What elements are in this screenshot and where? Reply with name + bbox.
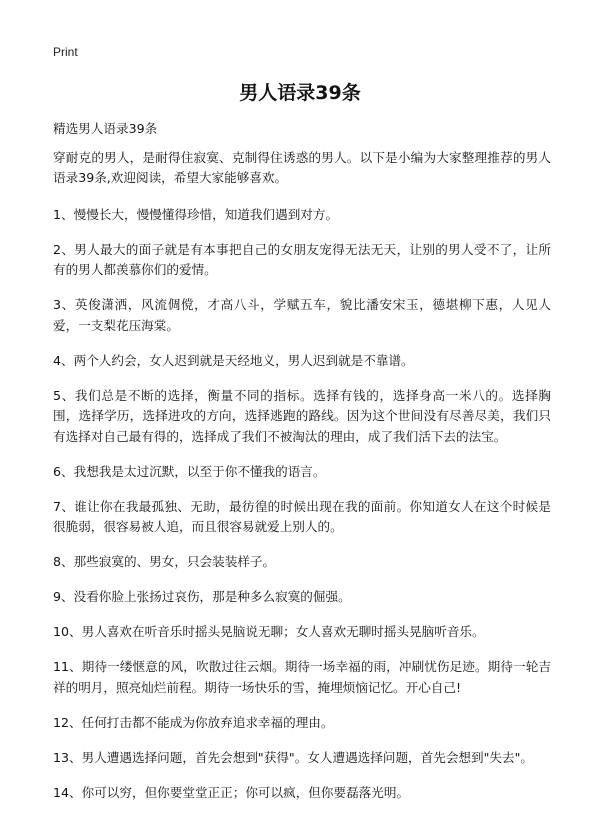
quote-item: 14、你可以穷，但你要堂堂正正；你可以疯，但你要磊落光明。 xyxy=(53,784,410,800)
print-link[interactable]: Print xyxy=(53,45,78,59)
page-title: 男人语录39条 xyxy=(239,82,361,104)
quote-item: 12、任何打击都不能成为你放弃追求幸福的理由。 xyxy=(53,714,334,730)
quote-item: 6、我想我是太过沉默，以至于你不懂我的语言。 xyxy=(53,463,326,479)
article-intro: 穿耐克的男人，是耐得住寂寞、克制得住诱惑的男人。以下是小编为大家整理推荐的男人语录39条,欢迎阅读，希望大家能够喜欢。 xyxy=(53,149,551,185)
quote-item: 8、那些寂寞的、男女，只会装装样子。 xyxy=(53,554,276,569)
article-body xyxy=(53,119,551,818)
quote-item: 13、男人遭遇选择问题，首先会想到"获得"。女人遭遇选择问题，首先会想到"失去"。 xyxy=(53,749,533,765)
quote-item: 4、两个人约会，女人迟到就是天经地义，男人迟到就是不靠谱。 xyxy=(53,352,414,368)
quote-item: 3、英俊潇洒，风流倜傥，才高八斗，学赋五车，貌比潘安宋玉，德堪柳下惠，人见人爱，一支梨花压海棠。 xyxy=(53,297,551,333)
quote-item: 5、我们总是不断的选择，衡量不同的指标。选择有钱的，选择身高一米八的。选择胸围，选择学历，选择进攻的方向，选择逃跑的路线。因为这个世间没有尽善尽美，我们只有选择对自己最有得的，选择成了我们不被淘汰的理由，成了我们活下去的法宝。 xyxy=(53,387,551,444)
article-subtitle: 精选男人语录39条 xyxy=(53,121,158,136)
quote-item: 11、期待一缕惬意的风，吹散过往云烟。期待一场幸福的雨，冲刷忧伤足迹。期待一轮吉祥的明月，照亮灿烂前程。期待一场快乐的雪，掩埋烦恼记忆。开心自己! xyxy=(53,659,551,695)
quote-item: 7、谁让你在我最孤独、无助，最彷徨的时候出现在我的面前。你知道女人在这个时候是很脆弱，很容易被人追，而且很容易就爱上别人的。 xyxy=(53,498,551,534)
quote-item: 10、男人喜欢在听音乐时摇头晃脑说无聊；女人喜欢无聊时摇头晃脑听音乐。 xyxy=(53,624,485,639)
quote-item: 2、男人最大的面子就是有本事把自己的女朋友宠得无法无天，让别的男人受不了，让所有的男人都羡慕你们的爱情。 xyxy=(53,241,551,277)
quote-item: 1、慢慢长大，慢慢懂得珍惜，知道我们遇到对方。 xyxy=(53,206,339,222)
quote-item: 9、没看你脸上张扬过哀伤，那是种多么寂寞的倔强。 xyxy=(53,589,351,604)
